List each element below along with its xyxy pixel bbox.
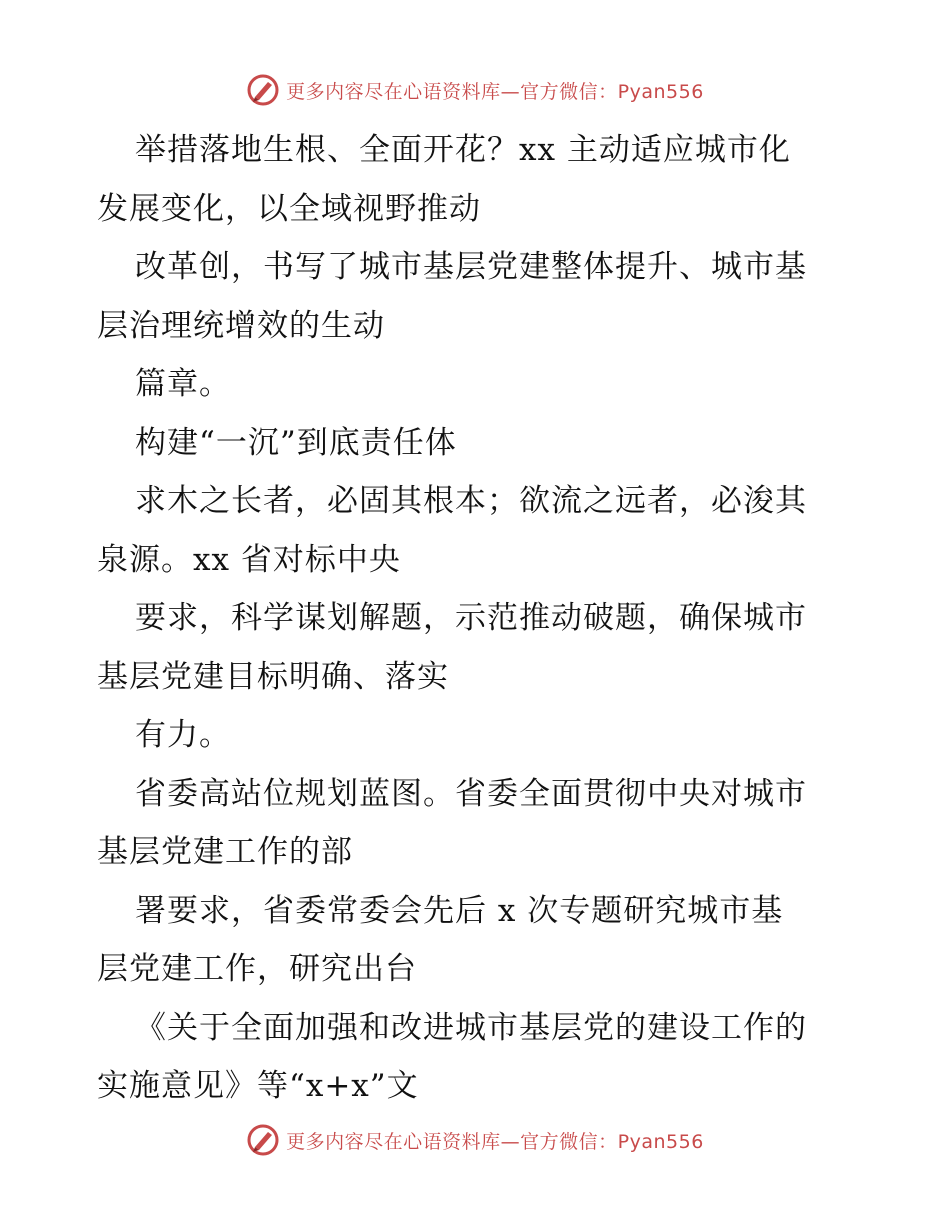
- text-line: 署要求，省委常委会先后 x 次专题研究城市基: [135, 892, 784, 929]
- text-line: 实施意见》等“x+x”文: [97, 1068, 419, 1104]
- text-line: 改革创，书写了城市基层党建整体提升、城市基: [135, 249, 807, 285]
- text-line: 泉源。xx 省对标中央: [97, 541, 401, 578]
- text-line: 要求，科学谋划解题，示范推动破题，确保城市: [135, 600, 807, 636]
- text-line: 篇章。: [135, 366, 231, 402]
- watermark-header: [0, 70, 950, 110]
- watermark-footer: [0, 1120, 950, 1160]
- watermark-text: 更多内容尽在心语资料库—官方微信：Pyan556: [286, 80, 704, 103]
- text-line: 层党建工作，研究出台: [97, 951, 417, 987]
- brush-pen-logo-icon: [246, 1123, 280, 1157]
- text-line: 省委高站位规划蓝图。省委全面贯彻中央对城市: [135, 775, 807, 812]
- text-line: 基层党建工作的部: [97, 834, 353, 870]
- text-line: 《关于全面加强和改进城市基层党的建设工作的: [135, 1009, 807, 1046]
- document-body: [97, 121, 857, 1116]
- text-line: 举措落地生根、全面开花？xx 主动适应城市化: [135, 132, 791, 168]
- text-line: 求木之长者，必固其根本；欲流之远者，必浚其: [135, 483, 807, 519]
- watermark-text: 更多内容尽在心语资料库—官方微信：Pyan556: [286, 1130, 704, 1153]
- text-line: 构建“一沉”到底责任体: [135, 424, 457, 461]
- text-line: 基层党建目标明确、落实: [97, 658, 449, 695]
- text-line: 发展变化，以全域视野推动: [97, 190, 481, 227]
- brush-pen-logo-icon: [246, 73, 280, 107]
- text-line: 有力。: [135, 717, 231, 753]
- text-line: 层治理统增效的生动: [97, 307, 385, 344]
